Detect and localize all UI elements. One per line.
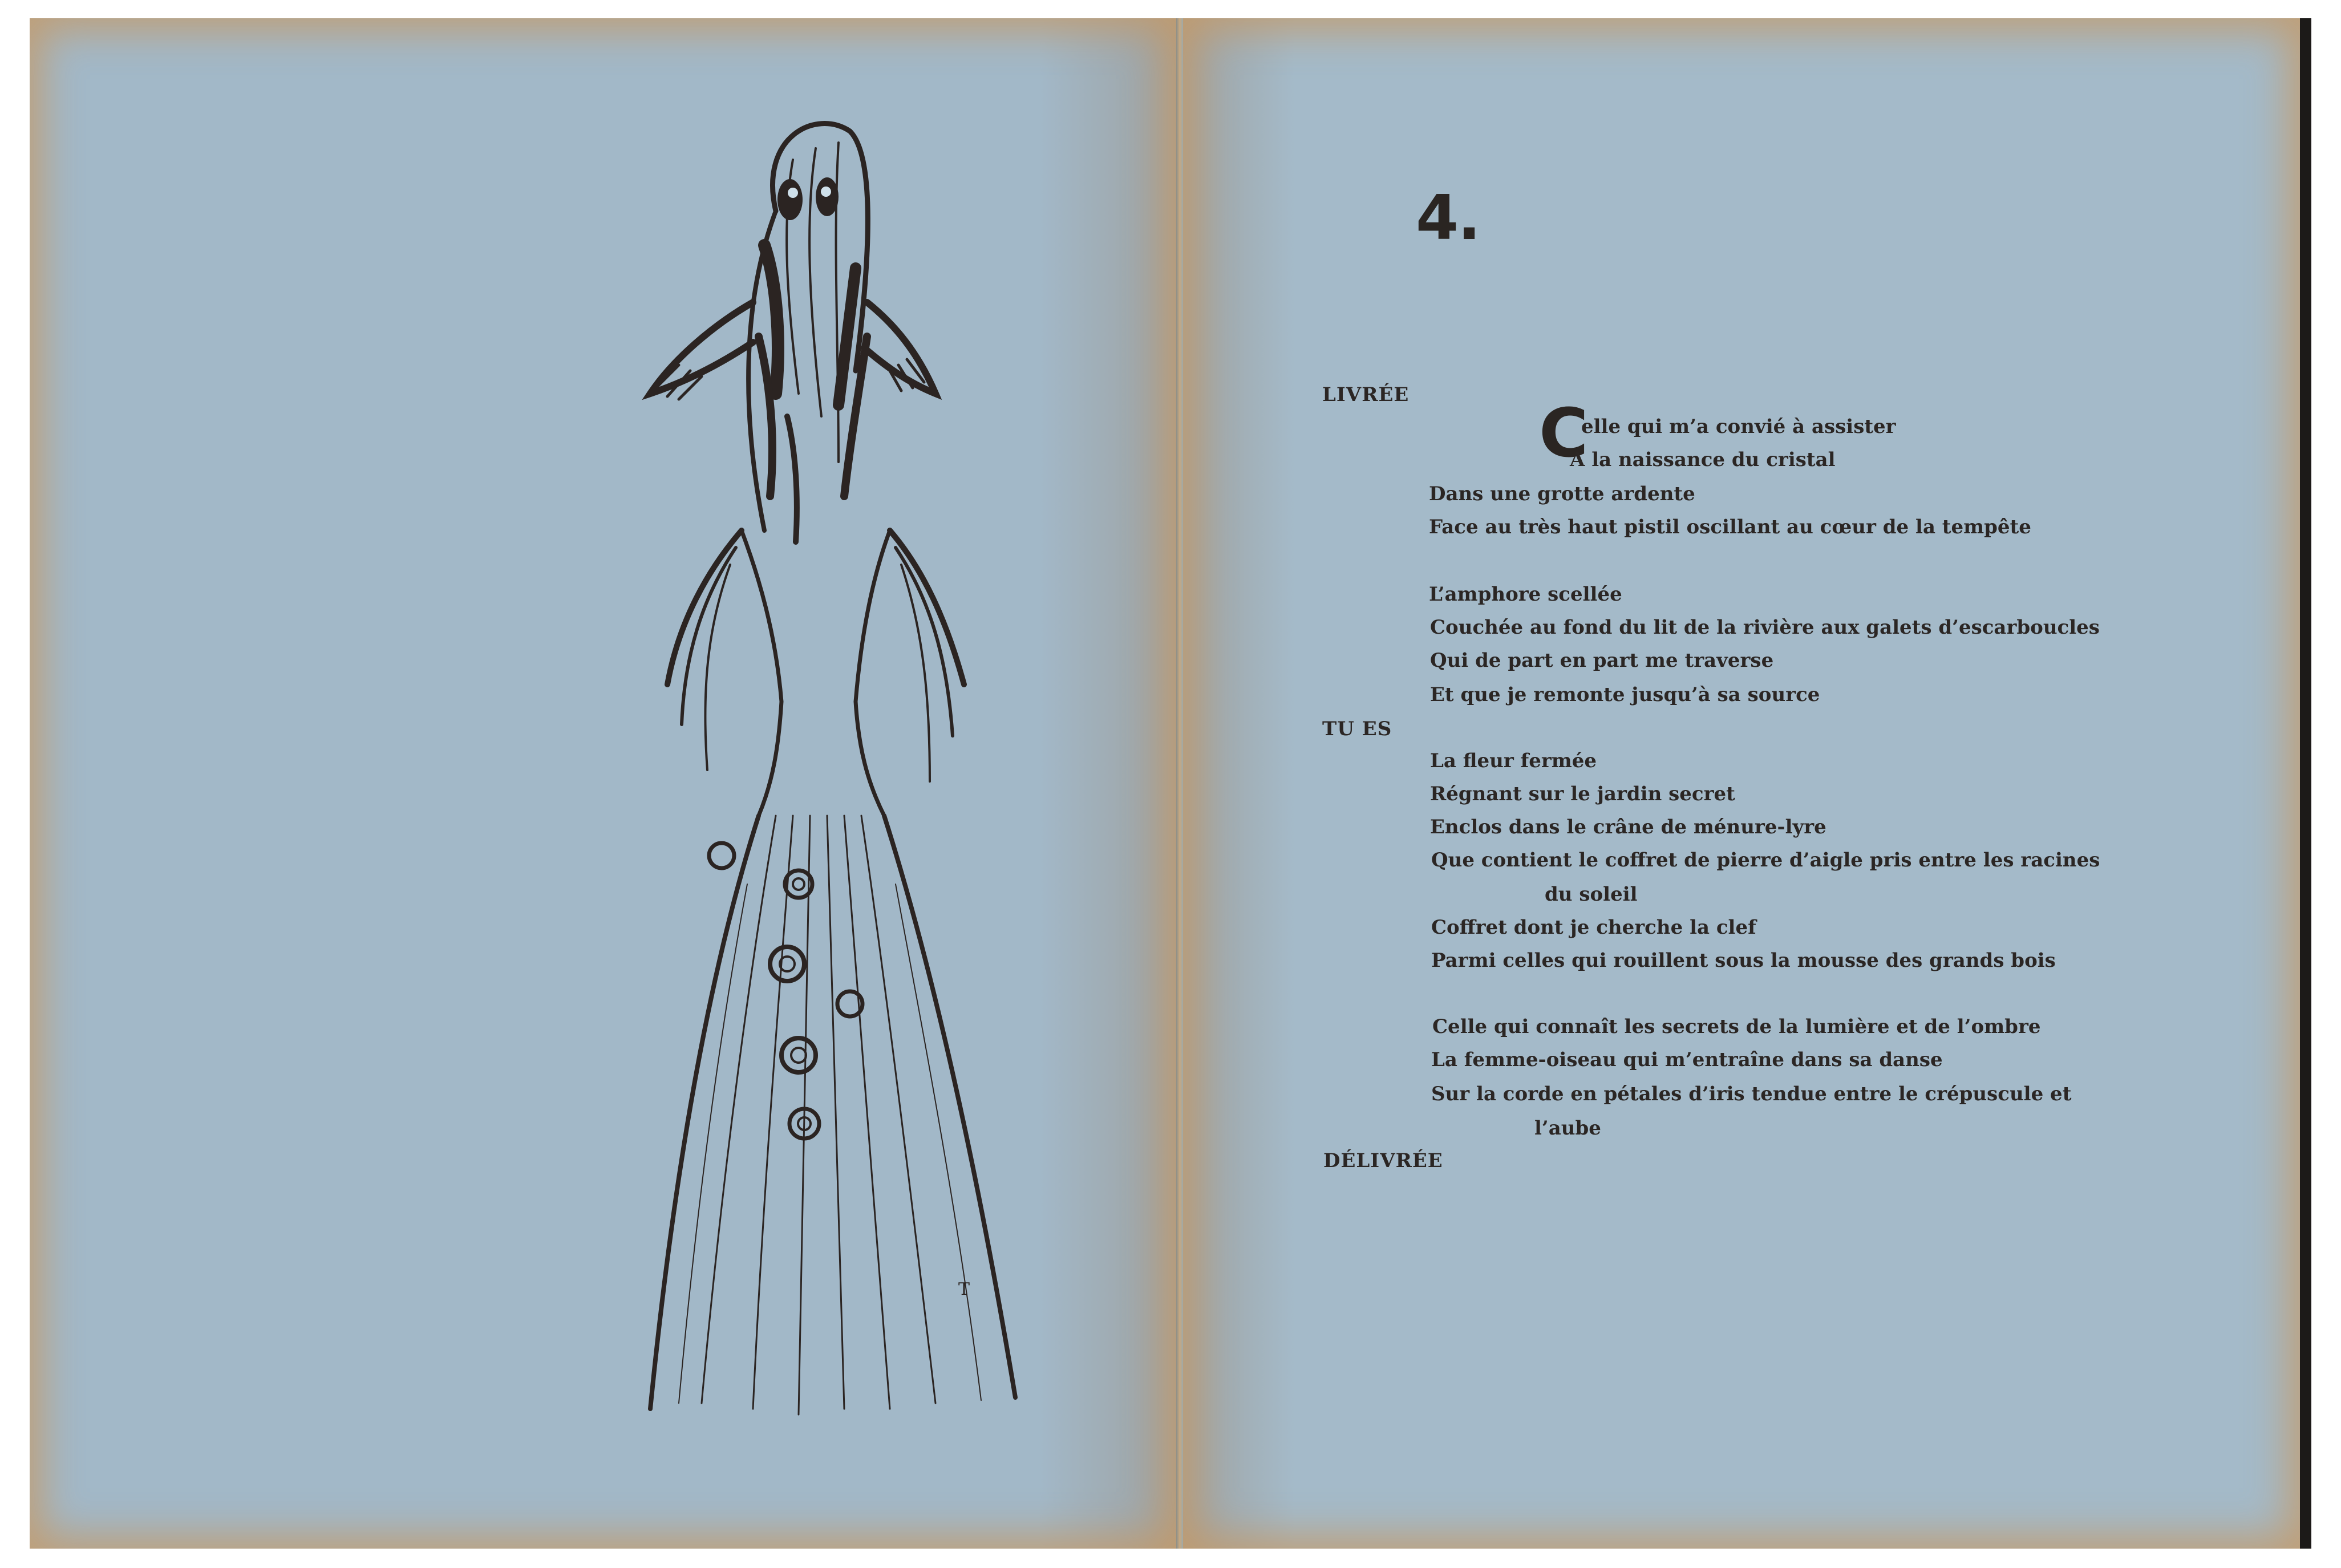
book-spread xyxy=(30,18,2311,1549)
poem-line: Celle qui connaît les secrets de la lumière et de l’ombre xyxy=(1432,1015,2041,1038)
drop-cap: C xyxy=(1539,394,1589,472)
poem-line: l’aube xyxy=(1534,1117,1601,1140)
poem-line: Enclos dans le crâne de ménure-lyre xyxy=(1430,816,1826,838)
poem-line: La femme-oiseau qui m’entraîne dans sa danse xyxy=(1431,1048,1943,1071)
poem-line: Et que je remonte jusqu’à sa source xyxy=(1430,683,1820,706)
poem-line: Face au très haut pistil oscillant au cœur de la tempête xyxy=(1429,516,2031,538)
poem-line: Qui de part en part me traverse xyxy=(1430,649,1774,672)
poem-line: L’amphore scellée xyxy=(1429,583,1622,606)
chapter-number: 4. xyxy=(1416,183,1480,254)
right-page xyxy=(1183,18,2300,1549)
poem-line: elle qui m’a convié à assister xyxy=(1581,415,1896,438)
poem-line: Couchée au fond du lit de la rivière aux galets d’escarboucles xyxy=(1430,616,2100,639)
poem-line: La fleur fermée xyxy=(1430,749,1597,772)
poem-line: Coffret dont je cherche la clef xyxy=(1431,916,1756,939)
poem-line: Parmi celles qui rouillent sous la mousse des grands bois xyxy=(1431,949,2056,972)
illustration-signature: T xyxy=(958,1279,970,1299)
bird-woman-illustration xyxy=(570,97,1067,1449)
book-gutter xyxy=(1176,18,1183,1549)
side-label-livree: LIVRÉE xyxy=(1322,383,1410,406)
poem-line: du soleil xyxy=(1545,883,1638,906)
poem-line: Sur la corde en pétales d’iris tendue entre le crépuscule et xyxy=(1431,1083,2072,1105)
poem-line: Que contient le coffret de pierre d’aigle pris entre les racines xyxy=(1431,849,2100,872)
side-label-tu-es: TU ES xyxy=(1322,718,1392,740)
side-label-delivree: DÉLIVRÉE xyxy=(1323,1149,1443,1172)
poem-line: Dans une grotte ardente xyxy=(1429,483,1695,505)
poem-line: Régnant sur le jardin secret xyxy=(1430,783,1735,805)
poem-line: A la naissance du cristal xyxy=(1570,448,1836,471)
